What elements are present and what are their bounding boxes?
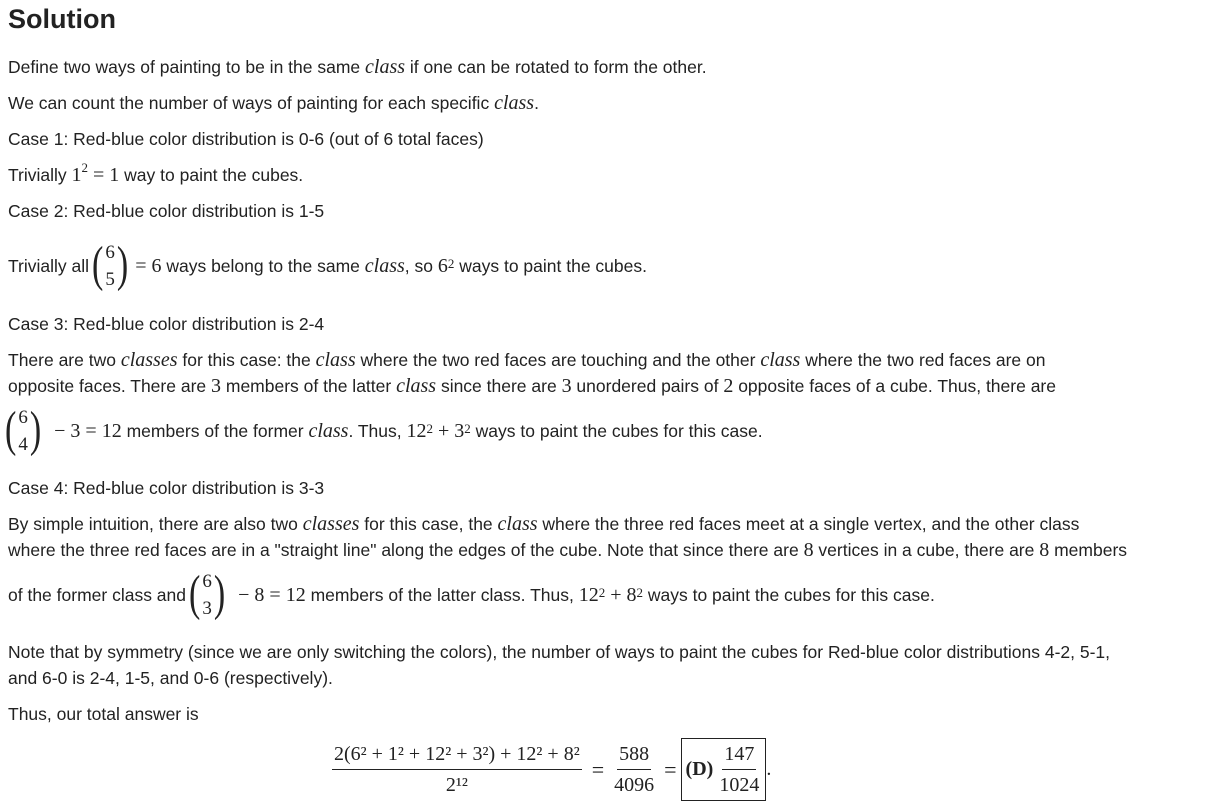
case-4-line-1: [8, 511, 1079, 537]
paragraph-count: [8, 90, 539, 116]
math-equals: = 1: [88, 164, 120, 186]
case-3-heading: Case 3: Red-blue color distribution is 2-4: [8, 314, 325, 334]
case-2-body: Trivially all ( 6 5 ) = 6 ways belong to the same class , so 6 $^2$ ways to paint the cubes.: [8, 238, 647, 293]
binomial-stack: [18, 404, 28, 458]
text: opposite faces of a cube. Thus, there are: [733, 376, 1056, 396]
right-paren: ): [29, 403, 42, 458]
math-class: class: [760, 349, 801, 371]
text: ways to paint the cubes for this case.: [642, 585, 935, 605]
text: We can count the number of ways of painting for each specific: [8, 93, 495, 113]
math-base: 1: [71, 164, 82, 186]
answer-fraction: [719, 741, 759, 798]
math-plus: +: [605, 584, 627, 606]
text: , so: [404, 256, 438, 276]
text: members of the latter class. Thus,: [305, 585, 579, 605]
binomial-coefficient: [189, 568, 225, 622]
text: ways to paint the cubes for this case.: [470, 421, 763, 441]
text: where the two red faces are touching and the other: [355, 350, 761, 370]
left-paren: (: [5, 403, 17, 458]
text: if one can be rotated to form the other.: [405, 57, 707, 77]
case-3-line-1: [8, 347, 1045, 373]
text: ways belong to the same: [161, 256, 365, 276]
case-1-heading: Case 1: Red-blue color distribution is 0-6 (out of 6 total faces): [8, 129, 484, 149]
case-4-line-2: [8, 537, 1127, 563]
text: for this case, the: [359, 514, 498, 534]
text: By simple intuition, there are also two: [8, 514, 303, 534]
math-number: 3: [561, 375, 572, 397]
text: Trivially all: [8, 256, 90, 276]
binomial-bottom: 3: [202, 598, 212, 619]
text: for this case: the: [177, 350, 316, 370]
binomial-top: 6: [18, 407, 28, 428]
text: where the three red faces meet at a single vertex, and the other class: [537, 514, 1080, 534]
text: Trivially: [8, 165, 72, 185]
math-number: 2: [723, 375, 734, 397]
text: ways to paint the cubes.: [454, 256, 647, 276]
text: Define two ways of painting to be in the same: [8, 57, 366, 77]
section-heading: Solution: [8, 4, 116, 34]
binomial-stack: [202, 568, 212, 622]
text: unordered pairs of: [571, 376, 724, 396]
reduced-fraction: [614, 741, 654, 798]
final-equation: [326, 738, 771, 801]
fraction-numerator: 588: [617, 741, 651, 770]
equals-sign: =: [591, 756, 605, 782]
math-equation: − 8 = 12: [238, 584, 306, 606]
boxed-answer: [681, 738, 767, 801]
text: members: [1049, 540, 1128, 560]
case-3-line-2: [8, 373, 1056, 399]
text: .: [534, 93, 539, 113]
note-line-1: Note that by symmetry (since we are only switching the colors), the number of ways to paint the cubes for Red-blue color distributions 4-2, 5-1,: [8, 642, 1111, 662]
text: vertices in a cube, there are: [813, 540, 1040, 560]
math-exponent: 2: [81, 160, 89, 175]
math-classes: classes: [120, 349, 178, 371]
binomial-bottom: 4: [18, 434, 28, 455]
math-base: 6: [437, 255, 448, 277]
note-line-2: and 6-0 is 2-4, 1-5, and 0-6 (respectively).: [8, 668, 333, 688]
text: members of the former: [121, 421, 309, 441]
text: way to paint the cubes.: [119, 165, 304, 185]
math-number: 8: [1039, 539, 1050, 561]
paragraph-define-class: [8, 54, 707, 80]
math-class: class: [308, 420, 349, 442]
case-3-line-3: ( 6 4 ) − 3 = 12 members of the former class . Thus, 12 $^2$ + 3 $^2$ ways to paint the cubes for this case.: [5, 403, 763, 458]
text: where the three red faces are in a "straight line" along the edges of the cube. Note that since there are: [8, 540, 804, 560]
binomial-stack: [105, 239, 115, 293]
case-4-line-3: of the former class and ( 6 3 ) − 8 = 12 members of the latter class. Thus, 12 $^2$ + 8 $^2$ ways to paint the cubes for this case.: [8, 567, 935, 622]
math-class: class: [365, 56, 406, 78]
math-base: 3: [454, 420, 465, 442]
text: opposite faces. There are: [8, 376, 211, 396]
math-class: class: [364, 255, 405, 277]
fraction-denominator: 1024: [719, 774, 760, 796]
main-fraction: [332, 741, 582, 798]
text: of the former class and: [8, 585, 186, 605]
case-2-heading: Case 2: Red-blue color distribution is 1-5: [8, 201, 325, 221]
answer-choice: (D): [685, 758, 714, 780]
math-base: 8: [626, 584, 637, 606]
text: since there are: [436, 376, 562, 396]
binomial-coefficient: [92, 239, 128, 293]
math-equation: − 3 = 12: [54, 420, 122, 442]
left-paren: (: [189, 567, 201, 622]
period: .: [766, 758, 772, 780]
fraction-denominator: 2¹²: [445, 774, 468, 796]
math-number: 3: [211, 375, 221, 397]
math-plus: +: [433, 420, 455, 442]
binomial-coefficient: [5, 404, 41, 458]
math-number: 8: [803, 539, 814, 561]
math-class: class: [494, 92, 535, 114]
binomial-bottom: 5: [105, 269, 115, 290]
fraction-numerator: 2(6² + 1² + 12² + 3²) + 12² + 8²: [332, 741, 582, 770]
math-base: 12: [406, 420, 427, 442]
right-paren: ): [116, 238, 129, 293]
math-class: class: [315, 349, 356, 371]
text: members of the latter: [221, 376, 397, 396]
text: There are two: [8, 350, 121, 370]
math-class: class: [497, 513, 538, 535]
binomial-top: 6: [202, 571, 212, 592]
case-4-heading: Case 4: Red-blue color distribution is 3-3: [8, 478, 325, 498]
math-base: 12: [578, 584, 599, 606]
math-classes: classes: [302, 513, 360, 535]
equals-sign: =: [664, 756, 677, 782]
math-equals: = 6: [135, 255, 162, 277]
conclusion-text: Thus, our total answer is: [8, 704, 199, 724]
text: . Thus,: [348, 421, 407, 441]
math-class: class: [396, 375, 437, 397]
fraction-numerator: 147: [722, 741, 756, 770]
text: where the two red faces are on: [800, 350, 1046, 370]
binomial-top: 6: [105, 242, 115, 263]
right-paren: ): [213, 567, 226, 622]
case-1-body: [8, 162, 303, 188]
left-paren: (: [92, 238, 104, 293]
fraction-denominator: 4096: [614, 774, 655, 796]
